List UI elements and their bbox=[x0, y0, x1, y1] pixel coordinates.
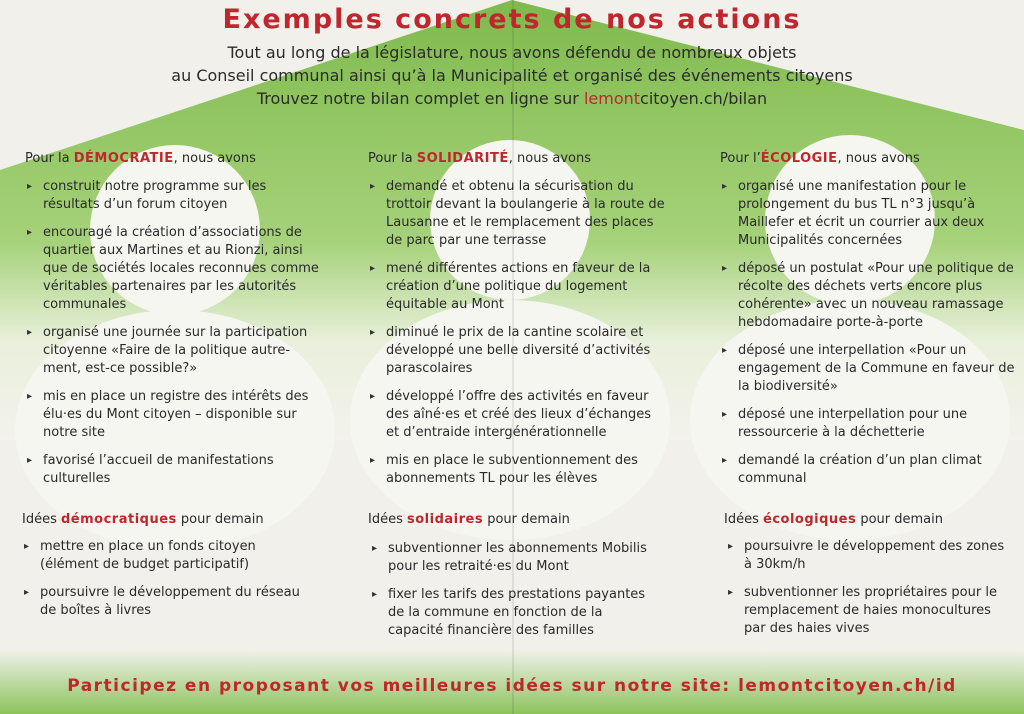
list-item: ▸ mis en place le subventionnement des abonnements TL pour les élèves bbox=[368, 452, 668, 488]
intro-line-2: au Conseil communal ainsi qu’à la Municipalité et organisé des événements citoyens bbox=[171, 66, 853, 85]
ideas-heading-ecologie bbox=[724, 512, 943, 527]
ideas-list-solidarite bbox=[370, 540, 660, 650]
list-item: ▸ déposé une interpellation «Pour un engagement de la Commune en faveur de la biodiversité» bbox=[720, 342, 1020, 396]
column-solidarite bbox=[368, 150, 668, 498]
ideas-heading-democratie bbox=[22, 512, 264, 527]
heading-keyword: DÉMOCRATIE bbox=[73, 151, 174, 166]
list-item: ▸ construit notre programme sur les résultats d’un forum citoyen bbox=[25, 178, 325, 214]
heading-suffix: , nous avons bbox=[173, 151, 256, 166]
heading-prefix: Pour la bbox=[368, 151, 417, 166]
actions-list bbox=[368, 178, 668, 488]
heading-suffix: , nous avons bbox=[837, 151, 920, 166]
list-item: ▸ fixer les tarifs des prestations payantes de la commune en fonction de la capacité financière des familles bbox=[370, 586, 660, 640]
ideas-prefix: Idées bbox=[724, 512, 763, 527]
brand-lemont: lemont bbox=[583, 89, 641, 108]
ideas-suffix: pour demain bbox=[856, 512, 944, 527]
intro-line-3-url: citoyen.ch/bilan bbox=[640, 89, 768, 108]
column-heading bbox=[720, 150, 1020, 168]
heading-suffix: , nous avons bbox=[508, 151, 591, 166]
list-item: ▸ organisé une journée sur la participation citoyenne «Faire de la politique autre-ment, est-ce possible?» bbox=[25, 324, 325, 378]
list-item: ▸ subventionner les propriétaires pour le remplacement de haies monocultures par des haies vives bbox=[726, 584, 1016, 638]
heading-keyword: SOLIDARITÉ bbox=[416, 151, 509, 166]
heading-keyword: ÉCOLOGIE bbox=[760, 151, 838, 166]
ideas-keyword: écologiques bbox=[763, 512, 857, 527]
list-item: ▸ mis en place un registre des intérêts des élu·es du Mont citoyen – disponible sur notre site bbox=[25, 388, 325, 442]
column-heading bbox=[368, 150, 668, 168]
ideas-list-ecologie bbox=[726, 538, 1016, 648]
list-item: ▸ développé l’offre des activités en faveur des aîné·es et créé des lieux d’échanges et d’entraide intergénérationnelle bbox=[368, 388, 668, 442]
list-item: ▸ organisé une manifestation pour le prolongement du bus TL n°3 jusqu’à Maillefer et écrit un courrier aux deux Municipalités concernées bbox=[720, 178, 1020, 250]
ideas-prefix: Idées bbox=[368, 512, 407, 527]
list-item: ▸ diminué le prix de la cantine scolaire et développé une belle diversité d’activités parascolaires bbox=[368, 324, 668, 378]
ideas-prefix: Idées bbox=[22, 512, 61, 527]
list-item: ▸ mettre en place un fonds citoyen (élément de budget participatif) bbox=[22, 538, 312, 574]
footer-call-to-action: Participez en proposant vos meilleures idées sur notre site: lemontcitoyen.ch/id bbox=[67, 676, 957, 696]
list-item: ▸ encouragé la création d’associations de quartier aux Martines et au Rionzi, ainsi que de sociétés locales reconnues comme véritables partenaires par les autorités communales bbox=[25, 224, 325, 314]
column-ecologie bbox=[720, 150, 1020, 498]
ideas-list-democratie bbox=[22, 538, 312, 630]
ideas-suffix: pour demain bbox=[176, 512, 264, 527]
list-item: ▸ poursuivre le développement des zones à 30km/h bbox=[726, 538, 1016, 574]
list-item: ▸ déposé une interpellation pour une ressourcerie à la déchetterie bbox=[720, 406, 1020, 442]
intro-line-3 bbox=[0, 87, 1024, 110]
list-item: ▸ demandé et obtenu la sécurisation du trottoir devant la boulangerie à la route de Lausanne et le remplacement des places de parc par une terrasse bbox=[368, 178, 668, 250]
intro-text bbox=[0, 41, 1024, 110]
list-item: ▸ mené différentes actions en faveur de la création d’une politique du logement équitable au Mont bbox=[368, 260, 668, 314]
heading-prefix: Pour l’ bbox=[720, 151, 761, 166]
list-item: ▸ favorisé l’accueil de manifestations culturelles bbox=[25, 452, 325, 488]
header bbox=[0, 0, 1024, 110]
actions-list bbox=[25, 178, 325, 488]
actions-list bbox=[720, 178, 1020, 488]
list-item: ▸ subventionner les abonnements Mobilis pour les retraité·es du Mont bbox=[370, 540, 660, 576]
page-title: Exemples concrets de nos actions bbox=[222, 4, 802, 35]
list-item: ▸ poursuivre le développement du réseau de boîtes à livres bbox=[22, 584, 312, 620]
ideas-keyword: solidaires bbox=[407, 512, 484, 527]
intro-line-3-prefix: Trouvez notre bilan complet en ligne sur bbox=[256, 89, 584, 108]
ideas-suffix: pour demain bbox=[483, 512, 570, 527]
intro-line-1: Tout au long de la législature, nous avons défendu de nombreux objets bbox=[227, 43, 797, 62]
ideas-heading-solidarite bbox=[368, 512, 570, 527]
list-item: ▸ demandé la création d’un plan climat communal bbox=[720, 452, 1020, 488]
ideas-keyword: démocratiques bbox=[61, 512, 177, 527]
column-democratie bbox=[25, 150, 325, 498]
heading-prefix: Pour la bbox=[25, 151, 74, 166]
column-heading bbox=[25, 150, 325, 168]
list-item: ▸ déposé un postulat «Pour une politique de récolte des déchets verts encore plus cohérente» avec un nouveau ramassage hebdomadaire porte-à-porte bbox=[720, 260, 1020, 332]
